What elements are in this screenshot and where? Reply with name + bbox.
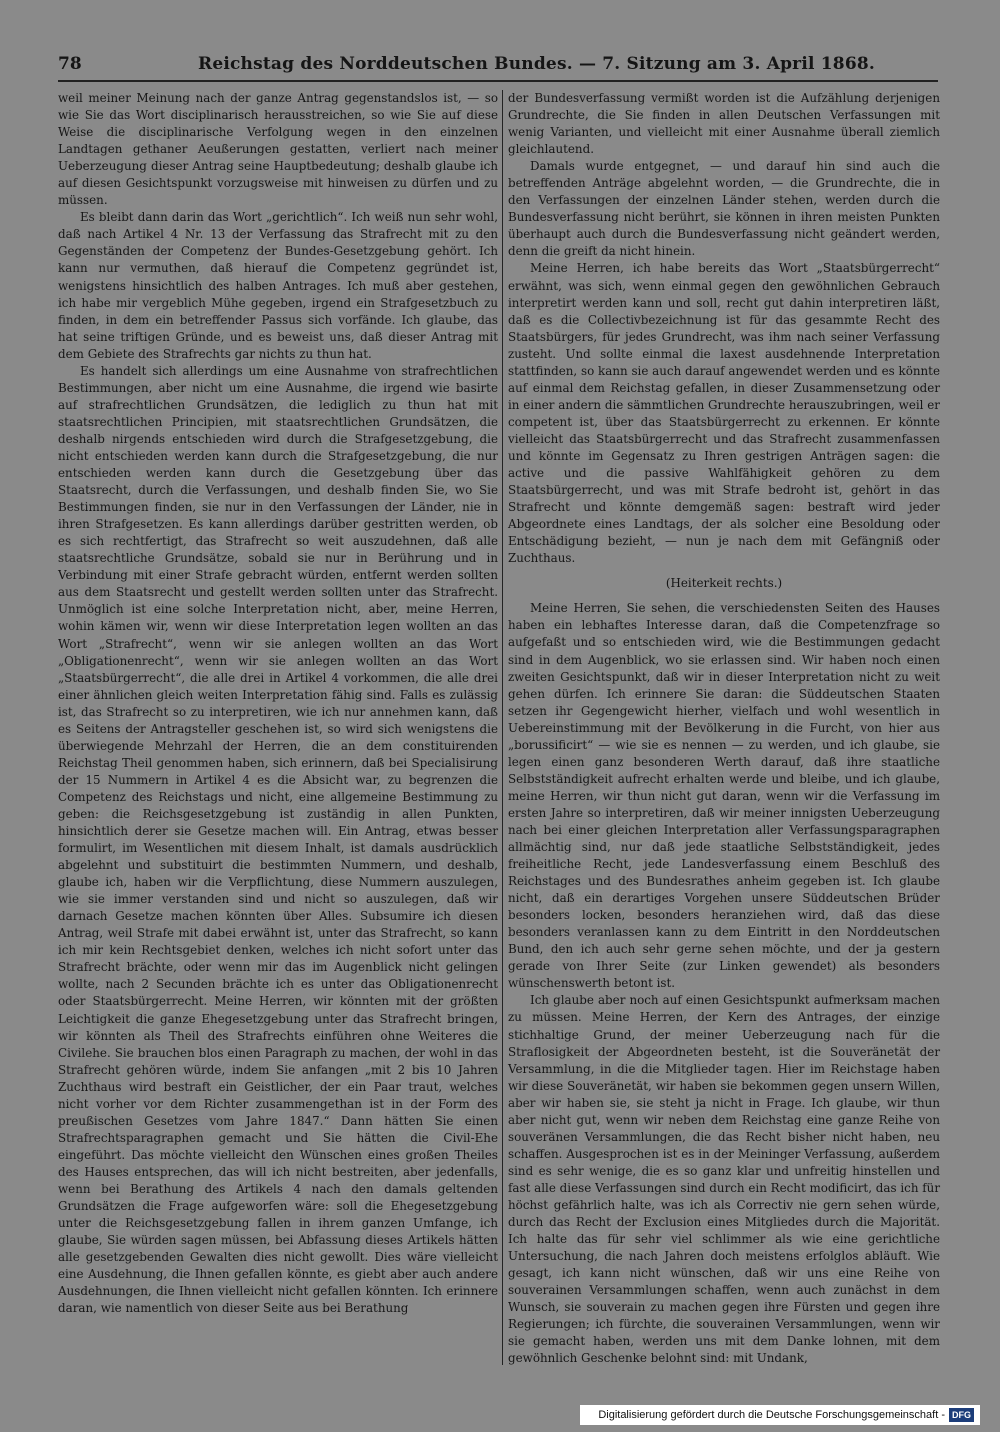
- dfg-logo: DFG: [949, 1408, 974, 1422]
- page-header: [58, 52, 938, 80]
- paragraph: der Bundesverfassung vermißt worden ist die Aufzählung derjenigen Grundrechte, die Sie finden in allen Deutschen Verfassungen mit wenig Varianten, und vielleicht mit einer Ausnahme überall ziemlich gleichlautend.: [508, 91, 940, 157]
- footer-text: Digitalisierung gefördert durch die Deutsche Forschungsgemeinschaft -: [598, 1409, 945, 1421]
- paragraph: Damals wurde entgegnet, — und darauf hin sind auch die betreffenden Anträge abgelehnt worden, — die Grundrechte, die in den Verfassungen der einzelnen Länder stehen, werden durch die Bundesverfassung nicht berührt, sie können in ihren meisten Punkten überhaupt auch durch die Bundesverfassung nicht geändert werden, denn die greift da nicht hinein.: [508, 159, 940, 259]
- interjection: (Heiterkeit rechts.): [665, 576, 783, 591]
- left-column: [58, 90, 498, 1370]
- paragraph: Es handelt sich allerdings um eine Ausnahme von strafrechtlichen Bestimmungen, aber nicht um eine Ausnahme, die irgend wie basirte auf strafrechtlichen Grundsätzen, die lediglich zu thun hat mit staatsrechtlichen Principien, mit staatsrechtlichen Grundsätzen, die deshalb nirgends entschieden wird durch die Strafgesetzgebung, die nicht entschieden werden kann durch die Strafgesetzgebung, die nur entschieden werden kann durch die Gesetzgebung über das Staatsrecht, durch die Verfassungen, und deshalb finden Sie, wo Sie Bestimmungen finden, sie nur in den Verfassungen der Länder, nie in ihren Strafgesetzen. Es kann allerdings darüber gestritten werden, ob es sich rechtfertigt, das Strafrecht so weit auszudehnen, daß alle staatsrechtliche Grundsätze, sobald sie nur in Berührung und in Verbindung mit einer Strafe gebracht würden, entfernt werden sollten aus dem Staatsrecht und gestellt werden sollten unter das Strafrecht. Unmöglich ist eine solche Interpretation nicht, aber, meine Herren, wohin kämen wir, wenn wir diese Interpretation legen wollten an das Wort „Strafrecht“, wenn wir sie anlegen wollten an das Wort „Obligationenrecht“, wenn wir sie anlegen wollten an das Wort „Staatsbürgerrecht“, die alle drei in Artikel 4 vorkommen, die alle drei einer ähnlichen gleich weiten Interpretation fähig sind. Falls es zulässig ist, das Strafrecht so zu interpretiren, wie ich nur annehmen kann, daß es Seitens der Antragsteller geschehen ist, so wird sich wenigstens die überwiegende Mehrzahl der Herren, die an dem constituirenden Reichstag Theil genommen haben, sich erinnern, daß bei Specialisirung der 15 Nummern in Artikel 4 es die Absicht war, zu begrenzen die Competenz des Reichstags und nicht, eine allgemeine Bestimmung zu geben: die Reichsgesetzgebung ist zuständig in allen Punkten, hinsichtlich derer sie Gesetze machen will. Ein Antrag, etwas besser formulirt, im Wesentlichen mit diesem Inhalt, ist damals ausdrücklich abgelehnt und substituirt die bestimmten Nummern, und deshalb, glaube ich, haben wir die Verpflichtung, diese Nummern auszulegen, wie sie immer verstanden sind und nicht so auszulegen, daß wir darnach Gesetze machen könnten über Alles. Subsumire ich diesen Antrag, weil Strafe mit dabei erwähnt ist, unter das Strafrecht, so kann ich mir kein Rechtsgebiet denken, welches ich nicht sofort unter das Strafrecht brächte, oder wenn mir das im Augenblick nicht gelingen wollte, nach 2 Secunden brächte ich es unter das Obligationenrecht oder Staatsbürgerrecht. Meine Herren, wir könnten mit der größten Leichtigkeit die ganze Ehegesetzgebung unter das Strafrecht bringen, wir könnten als Theil des Strafrechts einführen ohne Weiteres die Civilehe. Sie brauchen blos einen Paragraph zu machen, der wohl in das Strafrecht gehören würde, indem Sie anfangen „mit 2 bis 10 Jahren Zuchthaus wird bestraft ein Geistlicher, der ein Paar traut, welches nicht vorher vor dem Richter zusammengethan ist in der Form des preußischen Gesetzes vom Jahre 1847.“ Dann hätten Sie einen Strafrechtsparagraphen gemacht und Sie hätten die Civil-Ehe eingeführt. Das möchte vielleicht den Wünschen eines großen Theiles des Hauses entsprechen, das will ich nicht bestreiten, aber jedenfalls, wenn bei Berathung des Artikels 4 nach den damals geltenden Grundsätzen die Frage aufgeworfen wäre: soll die Ehegesetzgebung unter die Reichsgesetzgebung fallen in ihrem ganzen Umfange, ich glaube, Sie würden sagen müssen, bei Abfassung dieses Artikels hätten alle gesetzgebenden Gewalten dies nicht gewollt. Dies wäre vielleicht eine Ausdehnung, die Ihnen gefallen könnte, es giebt aber auch andere Ausdehnungen, die Ihnen vielleicht nicht gefallen könnten. Ich erinnere daran, wie namentlich von dieser Seite aus bei Berathung: [58, 363, 498, 1316]
- paragraph: weil meiner Meinung nach der ganze Antrag gegenstandslos ist, — so wie Sie das Wort disciplinarisch herausstreichen, so wie Sie auf diese Weise die disciplinarische Verfolgung wegen in den einzelnen Landtagen gethaner Aeußerungen gestatten, verliert nach meiner Ueberzeugung dieser Antrag seine Hauptbedeutung; deshalb glaube ich auf diesen Gesichtspunkt vorzugsweise mit hinweisen zu dürfen und zu müssen.: [58, 91, 498, 208]
- paragraph: Ich glaube aber noch auf einen Gesichtspunkt aufmerksam machen zu müssen. Meine Herren, der Kern des Antrages, der einzige stichhaltige Grund, der meiner Ueberzeugung nach für die Straflosigkeit der Abgeordneten besteht, ist die Souveränetät der Versammlung, in die die Mitglieder tagen. Hier im Reichstage haben wir diese Souveränetät, wir haben sie bekommen gegen unsern Willen, aber wir haben sie, sie steht ja nicht in Frage. Ich glaube, wir thun aber nicht gut, wenn wir neben dem Reichstag eine ganze Reihe von souveränen Versammlungen, die das Recht bisher nicht haben, neu schaffen. Ausgesprochen ist es in der Meininger Verfassung, außerdem sind es sehr wenige, die es so ganz klar und unfreitig hinstellen und fast alle diese Verfassungen sind durch ein Recht modificirt, das ich für höchst gefährlich halte, was ich als Correctiv nie gern sehen würde, durch das Recht der Exclusion eines Mitgliedes durch die Majorität. Ich halte das für sehr viel schlimmer als wie eine gerichtliche Untersuchung, die nach Jahren doch meistens erfolglos abläuft. Wie gesagt, ich kann nicht wünschen, daß wir uns eine Reihe von souverainen Versammlungen schaffen, wenn auch zunächst in dem Wunsch, sie souverain zu machen gegen ihre Fürsten und gegen ihre Regierungen; ich fürchte, die souverainen Versammlungen, wenn wir sie gemacht haben, werden uns mit dem Danke lohnen, mit dem gewöhnlich Geschenke belohnt sind: mit Undank,: [508, 993, 940, 1366]
- page-number: 78: [58, 54, 82, 74]
- paragraph: Meine Herren, Sie sehen, die verschiedensten Seiten des Hauses haben ein lebhaftes Interesse daran, daß die Competenzfrage so aufgefaßt und so entschieden wird, wie die Bestimmungen gedacht sind in dem Augenblick, wo sie erlassen sind. Wir haben noch einen zweiten Gesichtspunkt, daß wir in dieser Interpretation nicht zu weit gehen dürfen. Ich erinnere Sie daran: die Süddeutschen Staaten setzen ihr Gegengewicht hierher, vielfach und wohl wesentlich in Uebereinstimmung mit der Bevölkerung in die Furcht, von hier aus „borussificirt“ — wie sie es nennen — zu werden, und ich glaube, sie legen einen ganz besonderen Werth darauf, daß ihre staatliche Selbstständigkeit aufrecht erhalten werde und bleibe, und ich glaube, meine Herren, wir thun nicht gut daran, wenn wir die Verfassung im ersten Jahre so interpretiren, daß wir meiner innigsten Ueberzeugung nach bei einer gleichen Interpretation aller Verfassungsparagraphen allmächtig sind, nur daß jede staatliche Selbstständigkeit, jedes freiheitliche Recht, jede Landesverfassung einem Beschluß des Reichstages und des Bundesrathes anheim gegeben ist. Ich glaube nicht, daß ein derartiges Vorgehen unsere Süddeutschen Brüder besonders locken, besonders heranziehen wird, daß das diese besonders veranlassen kann zu dem Eintritt in den Norddeutschen Bund, den ich auch sehr gerne sehen möchte, und der ja gestern gerade von Ihrer Seite (zur Linken gewendet) als besonders wünschenswerth betont ist.: [508, 601, 940, 991]
- paragraph: Es bleibt dann darin das Wort „gerichtlich“. Ich weiß nun sehr wohl, daß nach Artikel 4 Nr. 13 der Verfassung das Strafrecht mit zu den Gegenständen der Competenz der Bundes-Gesetzgebung gehört. Ich kann nur vermuthen, daß hierauf die Competenz gegründet ist, wenigstens hinsichtlich des halben Antrages. Ich muß aber gestehen, ich habe mir vergeblich Mühe gegeben, irgend ein Strafgesetzbuch zu finden, in dem ein betreffender Passus sich vorfände. Ich glaube, das hat seine triftigen Gründe, und es beweist uns, daß dieser Antrag mit dem Gebiete des Strafrechts gar nichts zu thun hat.: [58, 210, 498, 361]
- right-column: [508, 90, 940, 1370]
- funding-footer: [580, 1405, 980, 1425]
- header-rule: [58, 80, 938, 82]
- paragraph: Meine Herren, ich habe bereits das Wort „Staatsbürgerrecht“ erwähnt, was sich, wenn einmal gegen den gewöhnlichen Gebrauch interpretirt werden kann und soll, recht gut dahin interpretiren läßt, daß es die Collectivbezeichnung ist für das gesammte Recht des Staatsbürgers, für jedes Grundrecht, was ihm nach seiner Verfassung zusteht. Und sollte einmal die laxest ausdehnende Interpretation stattfinden, so kann sie auch darauf angewendet werden und es könnte auf einmal dem Reichstag gefallen, in dieser Zusammensetzung oder in einer andern die sämmtlichen Grundrechte herauszubringen, weil er competent ist, über das Staatsbürgerrecht zu erkennen. Er könnte vielleicht das Staatsbürgerrecht und das Strafrecht zusammenfassen und könnte im Gegensatz zu Ihren gestrigen Anträgen sagen: die active und die passive Wahlfähigkeit gehören zu dem Staatsbürgerrecht, und was mit Strafe bedroht ist, gehört in das Strafrecht und könnte demgemäß sagen: bestraft wird jeder Abgeordnete eines Landtags, der als solcher eine Besoldung oder Entschädigung bezieht, — nun je nach dem mit Gefängniß oder Zuchthaus.: [508, 261, 940, 566]
- column-rule: [502, 90, 503, 1365]
- running-head: Reichstag des Norddeutschen Bundes. — 7. Sitzung am 3. April 1868.: [198, 54, 875, 74]
